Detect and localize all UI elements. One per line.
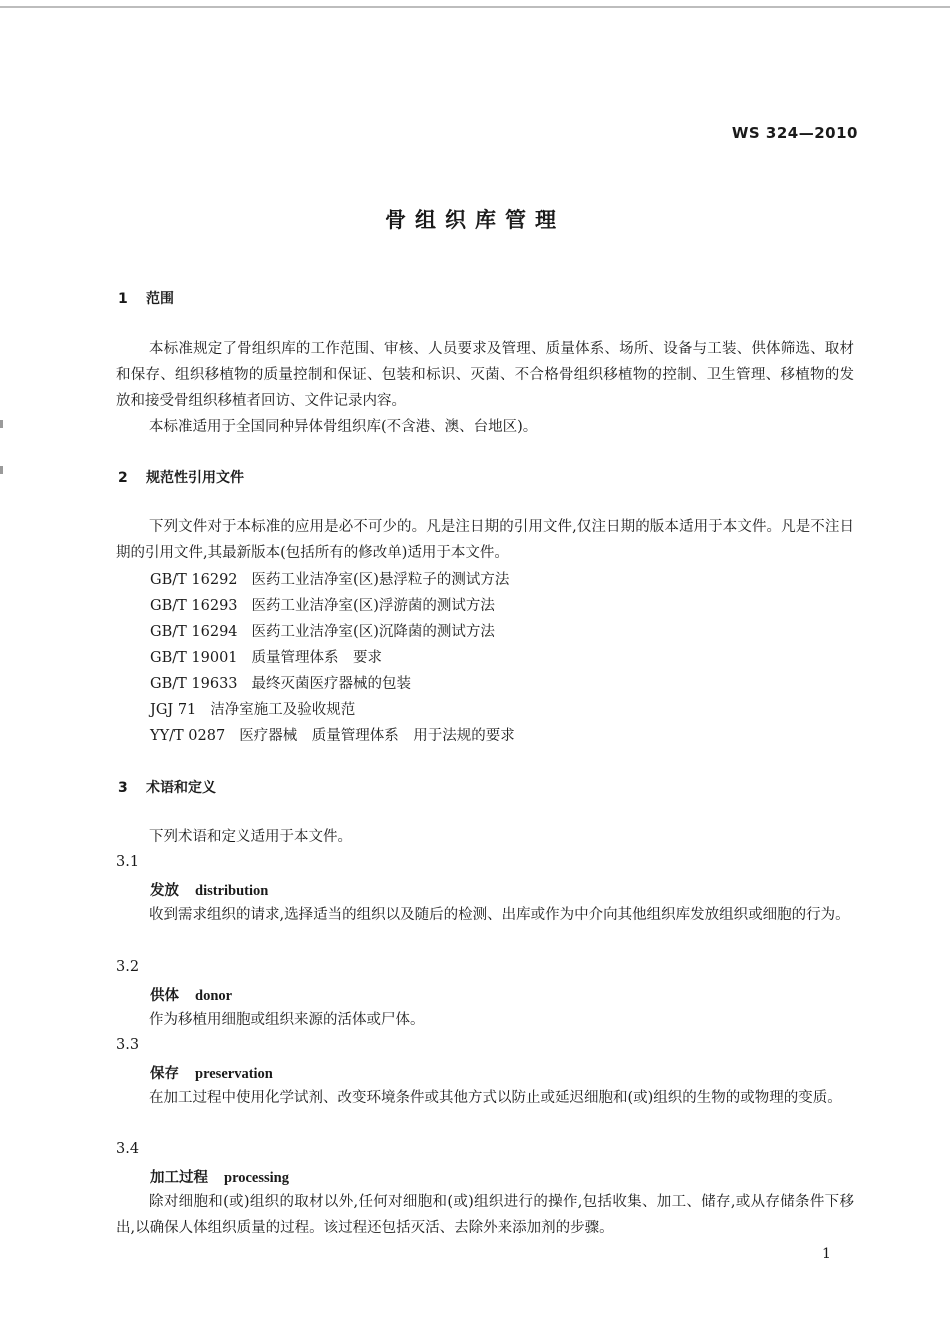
scan-edge-mark xyxy=(0,466,3,474)
term-zh: 加工过程 xyxy=(150,1170,208,1186)
terms-intro xyxy=(116,824,854,850)
reference-code: GB/T 16292 xyxy=(150,572,238,588)
paragraph: 下列术语和定义适用于本文件。 xyxy=(149,829,352,845)
term-definition xyxy=(116,1007,854,1033)
paragraph: 收到需求组织的请求,选择适当的组织以及随后的检测、出库或作为中介向其他组织库发放组织或细胞的行为。 xyxy=(149,907,850,923)
section-number: 1 xyxy=(118,291,128,307)
reference-code: GB/T 19001 xyxy=(150,650,238,666)
term-heading xyxy=(150,984,232,1005)
page-number: 1 xyxy=(822,1246,831,1262)
reference-code: GB/T 16293 xyxy=(150,598,238,614)
reference-item xyxy=(150,622,495,642)
term-heading xyxy=(150,879,268,900)
reference-code: JGJ 71 xyxy=(150,702,197,718)
reference-item xyxy=(150,570,509,590)
section-heading-terms xyxy=(118,777,216,797)
term-en: distribution xyxy=(195,883,269,899)
standard-code: WS 324—2010 xyxy=(731,124,858,142)
reference-title: 医药工业洁净室(区)沉降菌的测试方法 xyxy=(251,624,495,640)
reference-title: 医药工业洁净室(区)浮游菌的测试方法 xyxy=(251,598,495,614)
scan-edge-mark xyxy=(0,420,3,428)
term-number: 3.2 xyxy=(116,959,140,975)
term-en: donor xyxy=(195,988,233,1004)
paragraph: 在加工过程中使用化学试剂、改变环境条件或其他方式以防止或延迟细胞和(或)组织的生物的或物理的变质。 xyxy=(149,1090,842,1106)
scope-body xyxy=(116,336,854,440)
term-heading xyxy=(150,1062,273,1083)
reference-title: 医药工业洁净室(区)悬浮粒子的测试方法 xyxy=(251,572,510,588)
section-heading-scope xyxy=(118,288,174,308)
section-title: 范围 xyxy=(146,291,174,307)
reference-item xyxy=(150,648,382,668)
scan-top-border xyxy=(0,6,950,8)
reference-item xyxy=(150,726,515,746)
reference-code: GB/T 16294 xyxy=(150,624,238,640)
term-number: 3.1 xyxy=(116,854,140,870)
term-zh: 供体 xyxy=(150,988,179,1004)
term-number: 3.3 xyxy=(116,1037,140,1053)
reference-item xyxy=(150,596,495,616)
term-en: preservation xyxy=(195,1066,273,1082)
term-heading xyxy=(150,1166,289,1187)
term-definition xyxy=(116,1085,854,1111)
paragraph: 下列文件对于本标准的应用是必不可少的。凡是注日期的引用文件,仅注日期的版本适用于本文件。凡是不注日期的引用文件,其最新版本(包括所有的修改单)适用于本文件。 xyxy=(116,519,854,561)
term-zh: 发放 xyxy=(150,883,179,899)
page-title: 骨组织库管理 xyxy=(385,208,565,232)
term-definition xyxy=(116,902,854,928)
reference-item xyxy=(150,674,411,694)
section-number: 3 xyxy=(118,780,128,796)
paragraph: 本标准规定了骨组织库的工作范围、审核、人员要求及管理、质量体系、场所、设备与工装、供体筛选、取材和保存、组织移植物的质量控制和保证、包装和标识、灭菌、不合格骨组织移植物的控制、卫生管理、移植物的发放和接受骨组织移植者回访、文件记录内容。 xyxy=(116,341,854,409)
references-intro xyxy=(116,514,854,566)
paragraph: 除对细胞和(或)组织的取材以外,任何对细胞和(或)组织进行的操作,包括收集、加工、储存,或从存储条件下移出,以确保人体组织质量的过程。该过程还包括灭活、去除外来添加剂的步骤。 xyxy=(116,1194,854,1236)
reference-item xyxy=(150,700,355,720)
term-definition xyxy=(116,1189,854,1241)
reference-code: YY/T 0287 xyxy=(150,728,226,744)
section-title: 规范性引用文件 xyxy=(146,470,244,486)
paragraph: 本标准适用于全国同种异体骨组织库(不含港、澳、台地区)。 xyxy=(149,419,538,435)
section-heading-normative-references xyxy=(118,467,244,487)
reference-code: GB/T 19633 xyxy=(150,676,238,692)
term-number: 3.4 xyxy=(116,1141,140,1157)
section-number: 2 xyxy=(118,470,128,486)
reference-title: 质量管理体系 要求 xyxy=(251,650,383,666)
term-en: processing xyxy=(224,1170,289,1186)
reference-title: 医疗器械 质量管理体系 用于法规的要求 xyxy=(239,728,515,744)
section-title: 术语和定义 xyxy=(146,780,216,796)
term-zh: 保存 xyxy=(150,1066,179,1082)
paragraph: 作为移植用细胞或组织来源的活体或尸体。 xyxy=(149,1012,425,1028)
reference-title: 洁净室施工及验收规范 xyxy=(210,702,356,718)
reference-title: 最终灭菌医疗器械的包装 xyxy=(251,676,412,692)
